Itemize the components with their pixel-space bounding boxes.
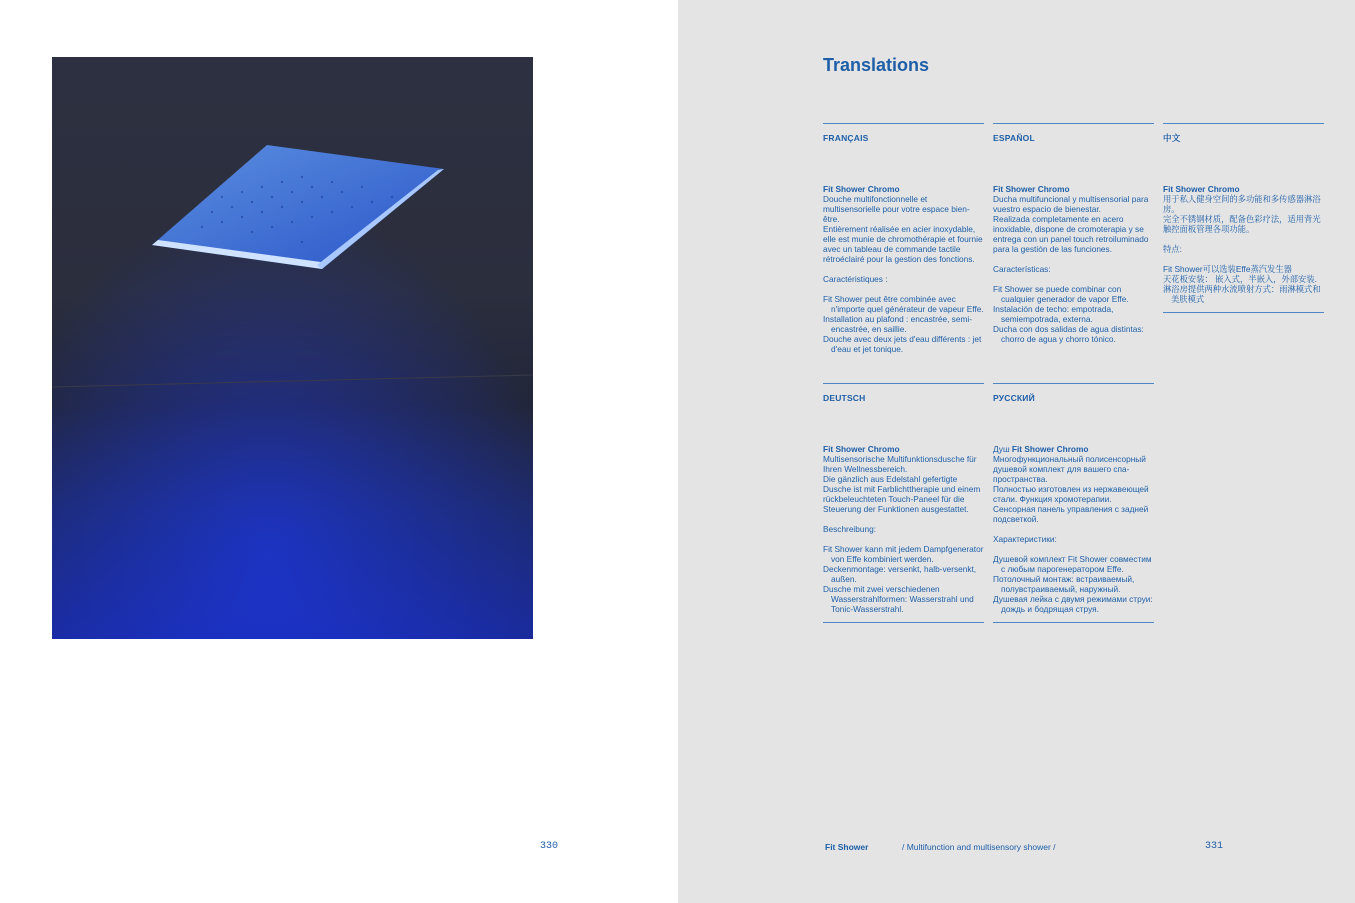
column-end-rule xyxy=(1163,312,1324,313)
feature-item: 天花板安装： 嵌入式，半嵌入，外部安装. xyxy=(1163,274,1317,284)
page-number-right: 331 xyxy=(1205,841,1224,852)
page-title: Translations xyxy=(823,55,930,75)
language-heading: ESPAÑOL xyxy=(993,133,1035,143)
footer-product: Fit Shower xyxy=(825,842,869,852)
feature-item: Instalación de techo: empotrada, semiempotrada, externa. xyxy=(993,304,1114,324)
product-name: Fit Shower Chromo xyxy=(993,184,1070,194)
page-number-left: 330 xyxy=(540,841,559,852)
product-name-line xyxy=(993,444,1154,454)
feature-item: Fit Shower se puede combinar con cualquier generador de vapor Effe. xyxy=(993,284,1129,304)
column-german xyxy=(823,383,984,623)
features-label: Beschreibung: xyxy=(823,524,877,534)
feature-item: Deckenmontage: versenkt, halb-versenkt, außen. xyxy=(823,564,977,584)
product-prefix: Душ xyxy=(993,444,1010,454)
product-description: Douche multifonctionnelle et multisensorielle pour votre espace bien-être. xyxy=(823,194,970,224)
right-page xyxy=(678,0,1355,903)
product-details: Entièrement réalisée en acier inoxydable, elle est munie de chromothérapie et fournie avec un tableau de commande tactile rétroéclairé pour la gestion des fonctions. xyxy=(823,224,983,264)
language-heading: FRANÇAIS xyxy=(823,133,869,143)
product-details: Полностью изготовлен из нержавеющей стали. Функция хромотерапии. Сенсорная панель управления с задней подсветкой. xyxy=(993,484,1149,524)
feature-item: Fit Shower peut être combinée avec n'importe quel générateur de vapeur Effe. xyxy=(823,294,984,314)
product-details: Die gänzlich aus Edelstahl gefertigte Dusche ist mit Farblichttherapie und einem rückbeleuchteten Touch-Paneel für die Steuerung der Funktionen ausgestattet. xyxy=(823,474,981,514)
product-name: Fit Shower Chromo xyxy=(1011,444,1089,454)
column-spanish xyxy=(993,123,1154,344)
product-description: Ducha multifuncional y multisensorial para vuestro espacio de bienestar. xyxy=(993,194,1149,214)
language-heading: 中文 xyxy=(1163,133,1181,143)
footer-subtitle: / Multifunction and multisensory shower / xyxy=(902,842,1056,852)
product-description: Multisensorische Multifunktionsdusche für Ihren Wellnessbereich. xyxy=(823,454,977,474)
product-name: Fit Shower Chromo xyxy=(1163,184,1240,194)
features-label: Características: xyxy=(993,264,1051,274)
product-description: Многофункциональный полисенсорный душевой комплект для вашего спа-пространства. xyxy=(993,454,1146,484)
ceiling-shower-illustration xyxy=(52,57,533,639)
product-name: Fit Shower Chromo xyxy=(823,444,900,454)
features-label: Характеристики: xyxy=(993,534,1057,544)
feature-item: Fit Shower可以选装Effe蒸汽发生器 xyxy=(1163,264,1292,274)
language-heading: DEUTSCH xyxy=(823,393,866,403)
column-russian xyxy=(993,383,1154,623)
product-details: Realizada completamente en acero inoxidable, dispone de cromoterapia y se entrega con un panel touch retroiluminado para la gestión de las funciones. xyxy=(993,214,1149,254)
feature-item: Потолочный монтаж: встраиваемый, полувстраиваемый, наружный. xyxy=(993,574,1135,594)
feature-item: Душевая лейка с двумя режимами струи: дождь и бодрящая струя. xyxy=(993,594,1153,614)
feature-item: Dusche mit zwei verschiedenen Wasserstrahlformen: Wasserstrahl und Tonic-Wasserstrahl. xyxy=(823,584,974,614)
shower-photo xyxy=(52,57,533,639)
language-heading: РУССКИЙ xyxy=(993,393,1035,403)
product-name: Fit Shower Chromo xyxy=(823,184,900,194)
column-chinese xyxy=(1163,123,1324,313)
features-label: 特点: xyxy=(1163,244,1182,254)
feature-item: Fit Shower kann mit jedem Dampfgenerator von Effe kombiniert werden. xyxy=(823,544,984,564)
column-end-rule xyxy=(993,622,1154,623)
feature-item: Душевой комплект Fit Shower совместим с любым парогенератором Effe. xyxy=(993,554,1152,574)
features-label: Caractéristiques : xyxy=(823,274,888,284)
feature-item: Douche avec deux jets d'eau différents : jet d'eau et jet tonique. xyxy=(823,334,982,354)
feature-item: 淋浴房提供两种水流喷射方式：雨淋模式和美肤模式 xyxy=(1163,284,1321,304)
column-end-rule xyxy=(823,622,984,623)
column-french xyxy=(823,123,984,354)
feature-item: Ducha con dos salidas de agua distintas: chorro de agua y chorro tónico. xyxy=(993,324,1144,344)
product-description: 用于私人健身空间的多功能和多传感器淋浴房。 xyxy=(1163,194,1321,214)
product-details: 完全不锈钢材质，配备色彩疗法，适用背光触控面板管理各项功能。 xyxy=(1163,214,1321,234)
feature-item: Installation au plafond : encastrée, semi-encastrée, en saillie. xyxy=(823,314,972,334)
